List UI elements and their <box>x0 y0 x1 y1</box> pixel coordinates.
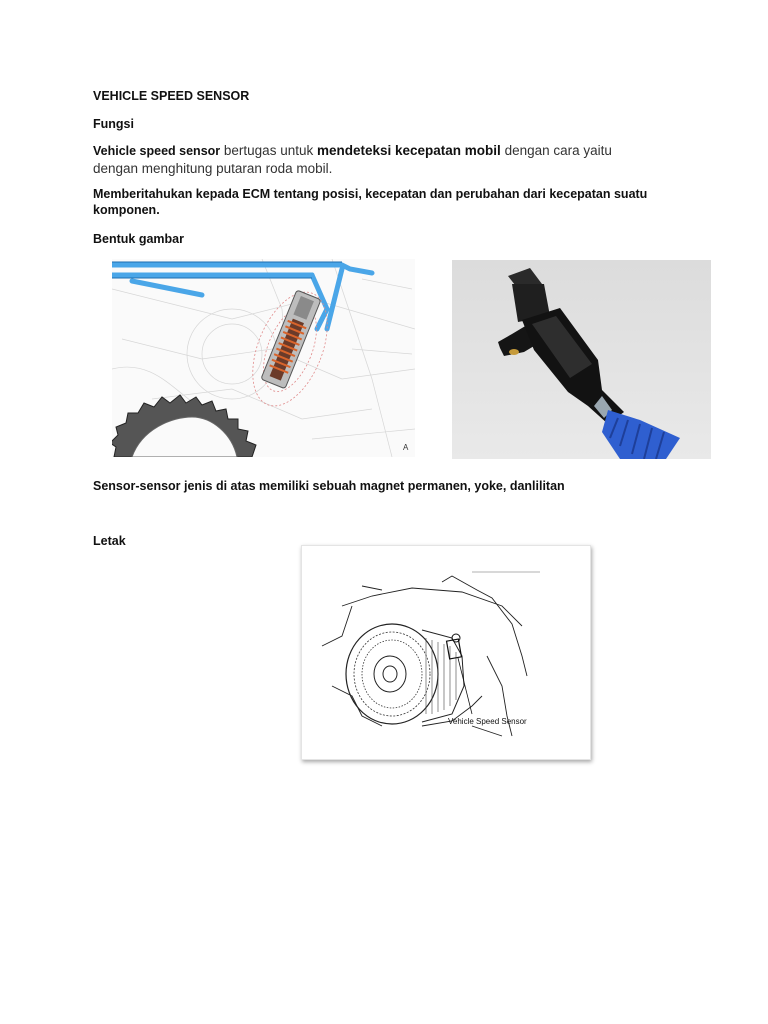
sensor-components-note: Sensor-sensor jenis di atas memiliki sebuah magnet permanen, yoke, danlilitan <box>93 479 565 493</box>
para1-text-b: dengan cara yaitu dengan menghitung putaran roda mobil. <box>93 143 612 176</box>
sensor-cutaway-figure <box>112 259 415 457</box>
term-detect-speed: mendeteksi kecepatan mobil <box>316 143 501 158</box>
para1-text-a: bertugas untuk <box>220 143 317 158</box>
sensor-photo <box>452 260 711 459</box>
ecm-paragraph: Memberitahukan kepada ECM tentang posisi, kecepatan dan perubahan dari kecepatan suatu komponen. <box>93 187 648 217</box>
term-vss: Vehicle speed sensor <box>93 144 221 158</box>
letak-heading: Letak <box>93 534 126 548</box>
sensor-location-drawing <box>302 546 590 759</box>
bentuk-heading: Bentuk gambar <box>93 232 184 246</box>
sensor-photo-drawing <box>452 260 711 459</box>
function-paragraph <box>93 142 653 177</box>
sensor-cutaway-drawing <box>112 259 415 457</box>
figure-mark: A <box>403 443 409 452</box>
fungsi-heading: Fungsi <box>93 117 134 131</box>
page-title: VEHICLE SPEED SENSOR <box>93 89 250 103</box>
sensor-location-figure <box>301 545 591 760</box>
location-label: Vehicle Speed Sensor <box>448 717 527 726</box>
